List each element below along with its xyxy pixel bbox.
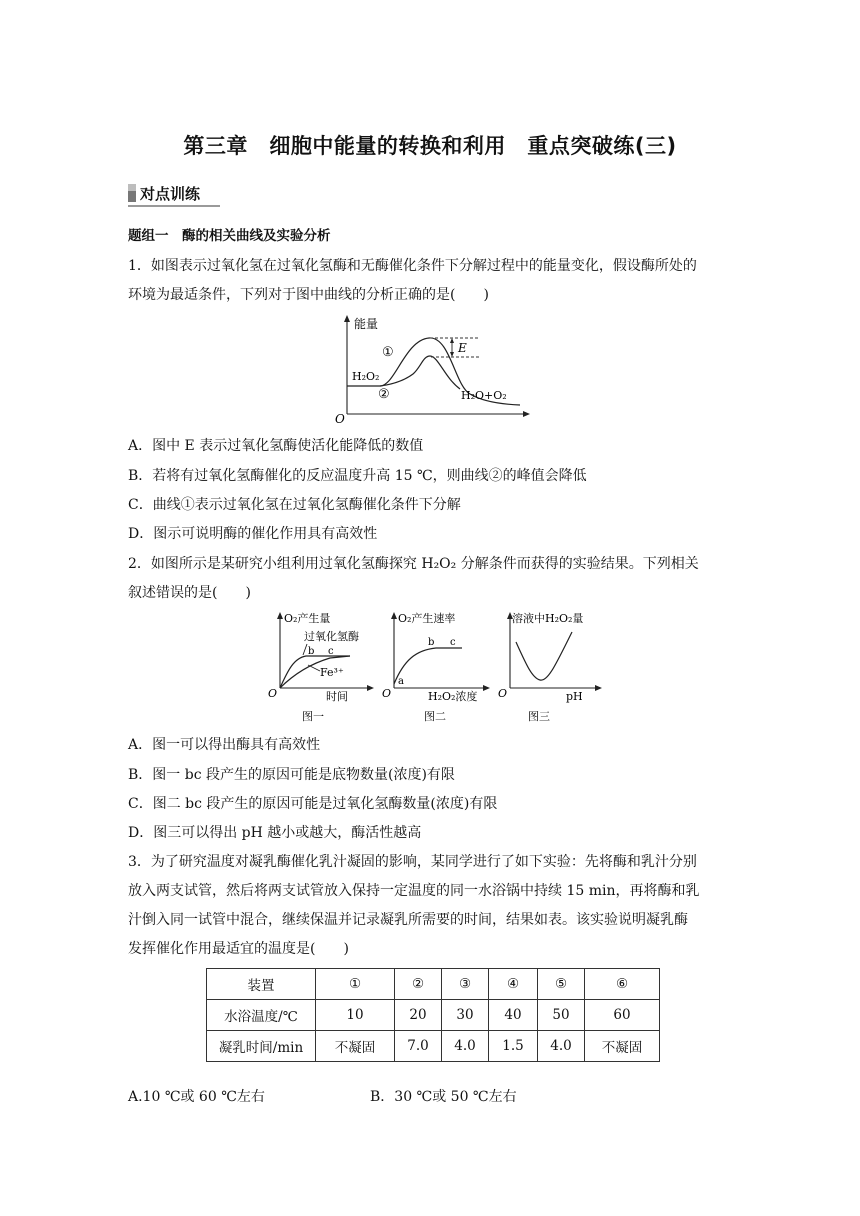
section-header (128, 183, 200, 204)
q1-energy-figure (335, 312, 535, 430)
q2-stem-line2: 叙述错误的是( ) (128, 585, 251, 601)
table-cell: 不凝固 (316, 1031, 395, 1062)
q2-option-a: A．图一可以得出酶具有高效性 (128, 737, 321, 753)
q1-curve1-label: ① (382, 345, 394, 360)
q2-fig1-ylabel: O₂产生量 (284, 612, 331, 625)
q1-option-a: A．图中 E 表示过氧化氢酶使活化能降低的数值 (128, 438, 424, 454)
q2-fig3-ylabel: 溶液中H₂O₂量 (512, 612, 584, 625)
table-cell: 30 (442, 1000, 489, 1031)
q2-fig1-fe-label: Fe³⁺ (320, 666, 344, 679)
q2-option-c: C．图二 bc 段产生的原因可能是过氧化氢酶数量(浓度)有限 (128, 796, 498, 812)
q2-fig1-xlabel: 时间 (326, 690, 348, 703)
table-cell: 7.0 (395, 1031, 442, 1062)
table-cell: 1.5 (489, 1031, 538, 1062)
page-title: 第三章 细胞中能量的转换和利用 重点突破练(三) (183, 134, 677, 158)
group-heading: 题组一 酶的相关曲线及实验分析 (128, 228, 331, 244)
table-cell: 10 (316, 1000, 395, 1031)
table-header-cell: ① (316, 969, 395, 1000)
q1-e-label: E (458, 341, 467, 355)
q2-option-b: B．图一 bc 段产生的原因可能是底物数量(浓度)有限 (128, 767, 455, 783)
table-cell: 水浴温度/℃ (207, 1000, 316, 1031)
q2-fig3-curve (516, 632, 572, 680)
q2-fig2-a-label: a (398, 676, 404, 687)
q2-fig1-b-label: b (308, 646, 315, 657)
q1-stem-line2: 环境为最适条件，下列对于图中曲线的分析正确的是( ) (128, 287, 489, 303)
q1-option-d: D．图示可说明酶的催化作用具有高效性 (128, 526, 378, 542)
q2-fig3-xlabel: pH (566, 690, 583, 703)
q3-stem-line4: 发挥催化作用最适宜的温度是( ) (128, 941, 349, 957)
q3-stem-line3: 汁倒入同一试管中混合，继续保温并记录凝乳所需要的时间，结果如表。该实验说明凝乳酶 (128, 912, 688, 928)
q3-stem-line1: 3．为了研究温度对凝乳酶催化乳汁凝固的影响，某同学进行了如下实验：先将酶和乳汁分别 (128, 854, 697, 870)
q3-stem-line2: 放入两支试管，然后将两支试管放入保持一定温度的同一水浴锅中持续 15 min，再将酶和乳 (128, 883, 700, 899)
q2-stem-line1: 2．如图所示是某研究小组利用过氧化氢酶探究 H₂O₂ 分解条件而获得的实验结果。下列相关 (128, 556, 699, 572)
q1-product-label: H₂O+O₂ (461, 389, 507, 402)
table-header-row (207, 969, 660, 1000)
q2-fig1-enzyme-label: 过氧化氢酶 (304, 630, 359, 643)
q2-option-d: D．图三可以得出 pH 越小或越大，酶活性越高 (128, 825, 422, 841)
table-header-cell: ② (395, 969, 442, 1000)
q2-fig2-curve (394, 648, 462, 684)
section-label: 对点训练 (140, 185, 201, 203)
q2-fig2-b-label: b (428, 637, 435, 648)
q2-fig1-caption: 图一 (302, 710, 324, 723)
table-cell: 50 (538, 1000, 585, 1031)
table-cell: 凝乳时间/min (207, 1031, 316, 1062)
table-header-cell: ⑤ (538, 969, 585, 1000)
table-row (207, 1000, 660, 1031)
q1-option-c: C．曲线①表示过氧化氢在过氧化氢酶催化条件下分解 (128, 497, 461, 513)
table-header-cell: ③ (442, 969, 489, 1000)
q2-figure-3 (498, 608, 608, 726)
q1-y-axis-label: 能量 (354, 317, 379, 331)
q2-figure-2 (380, 608, 496, 726)
section-underline (128, 205, 220, 207)
table-cell: 20 (395, 1000, 442, 1031)
q2-fig2-origin: O (382, 687, 392, 700)
table-cell: 40 (489, 1000, 538, 1031)
q1-stem-line1: 1．如图表示过氧化氢在过氧化氢酶和无酶催化条件下分解过程中的能量变化，假设酶所处的 (128, 258, 697, 274)
q2-fig1-origin: O (268, 687, 278, 700)
section-marker-icon (128, 184, 136, 202)
q1-curve-2 (380, 356, 460, 389)
q2-fig2-c-label: c (450, 637, 456, 648)
table-header-cell: 装置 (207, 969, 316, 1000)
table-row (207, 1031, 660, 1062)
q1-origin-label: O (335, 412, 345, 426)
q3-option-b: B．30 ℃或 50 ℃左右 (370, 1089, 517, 1105)
q2-figure-1 (266, 608, 376, 726)
q3-results-table (206, 968, 660, 1062)
table-cell: 不凝固 (585, 1031, 660, 1062)
q2-fig3-caption: 图三 (528, 710, 550, 723)
table-header-cell: ④ (489, 969, 538, 1000)
q2-fig1-c-label: c (328, 646, 334, 657)
q2-fig2-xlabel: H₂O₂浓度 (428, 690, 478, 703)
q1-reactant-label: H₂O₂ (352, 370, 380, 383)
q3-option-a: A.10 ℃或 60 ℃左右 (128, 1089, 265, 1105)
table-header-cell: ⑥ (585, 969, 660, 1000)
q1-option-b: B．若将有过氧化氢酶催化的反应温度升高 15 ℃，则曲线②的峰值会降低 (128, 468, 587, 484)
q2-fig3-origin: O (498, 687, 508, 700)
q1-curve2-label: ② (378, 387, 390, 402)
table-cell: 4.0 (442, 1031, 489, 1062)
table-cell: 4.0 (538, 1031, 585, 1062)
q2-fig2-caption: 图二 (424, 710, 446, 723)
q2-fig2-ylabel: O₂产生速率 (398, 612, 456, 625)
table-cell: 60 (585, 1000, 660, 1031)
